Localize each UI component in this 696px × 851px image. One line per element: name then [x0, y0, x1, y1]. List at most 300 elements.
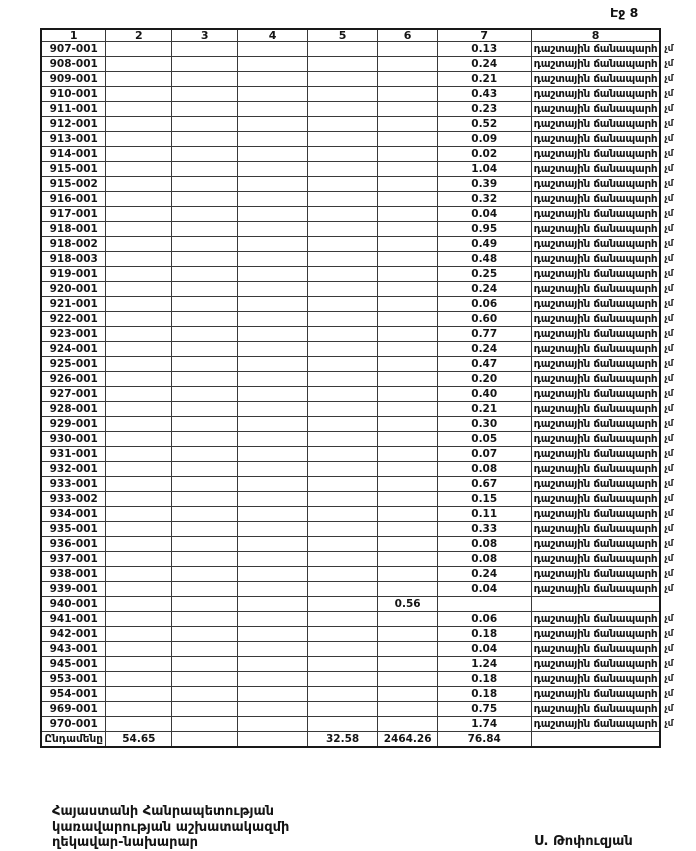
table-row: [41, 132, 695, 147]
land-type-cell: դաշտային ճանապարհ: [531, 42, 660, 57]
value-cell: [378, 657, 437, 672]
area-value-cell: 0.52: [437, 117, 531, 132]
value-cell: [307, 717, 378, 732]
parcel-code-cell: 943-001: [41, 642, 106, 657]
value-cell: [238, 447, 308, 462]
value-cell: [106, 597, 172, 612]
parcel-code-cell: 921-001: [41, 297, 106, 312]
value-cell: [307, 207, 378, 222]
value-cell: [378, 162, 437, 177]
edge-note: չմ: [664, 268, 674, 279]
value-cell: [378, 87, 437, 102]
parcel-code-cell: 938-001: [41, 567, 106, 582]
area-value-cell: 0.15: [437, 492, 531, 507]
value-cell: [238, 327, 308, 342]
value-cell: [172, 447, 238, 462]
edge-note: չմ: [664, 223, 674, 234]
parcel-code-cell: 916-001: [41, 192, 106, 207]
parcel-code-cell: 927-001: [41, 387, 106, 402]
value-cell: [378, 507, 437, 522]
parcel-code-cell: 945-001: [41, 657, 106, 672]
value-cell: [378, 72, 437, 87]
land-type-cell: դաշտային ճանապարհ: [531, 447, 660, 462]
land-type-cell: դաշտային ճանապարհ: [531, 327, 660, 342]
value-cell: [378, 297, 437, 312]
value-cell: [378, 132, 437, 147]
parcel-code-cell: 936-001: [41, 537, 106, 552]
value-cell: [307, 102, 378, 117]
edge-note: չմ: [664, 643, 674, 654]
edge-note: չմ: [664, 718, 674, 729]
parcel-code-cell: 933-002: [41, 492, 106, 507]
value-cell: [378, 702, 437, 717]
value-cell: [172, 492, 238, 507]
value-cell: [238, 132, 308, 147]
table-row: [41, 702, 695, 717]
value-cell: [238, 372, 308, 387]
value-cell: [378, 192, 437, 207]
area-value-cell: 0.18: [437, 627, 531, 642]
area-value-cell: 0.48: [437, 252, 531, 267]
value-cell: [172, 372, 238, 387]
land-type-cell: դաշտային ճանապարհ: [531, 702, 660, 717]
value-cell: [238, 117, 308, 132]
area-value-cell: 0.08: [437, 552, 531, 567]
edge-note: չմ: [664, 553, 674, 564]
land-type-cell: դաշտային ճանապարհ: [531, 627, 660, 642]
footer-block: [52, 804, 289, 851]
table-row: [41, 582, 695, 597]
value-cell: [238, 567, 308, 582]
value-cell: 0.56: [378, 597, 437, 612]
table-row: [41, 492, 695, 507]
area-value-cell: 0.09: [437, 132, 531, 147]
parcel-code-cell: 969-001: [41, 702, 106, 717]
area-value-cell: 0.02: [437, 147, 531, 162]
parcel-code-cell: 937-001: [41, 552, 106, 567]
column-header: 3: [172, 29, 238, 42]
value-cell: [307, 87, 378, 102]
parcel-code-cell: 918-003: [41, 252, 106, 267]
land-type-cell: դաշտային ճանապարհ: [531, 282, 660, 297]
value-cell: [106, 687, 172, 702]
value-cell: [172, 177, 238, 192]
land-type-cell: դաշտային ճանապարհ: [531, 297, 660, 312]
parcel-code-cell: 926-001: [41, 372, 106, 387]
land-type-cell: դաշտային ճանապարհ: [531, 522, 660, 537]
parcel-code-cell: 970-001: [41, 717, 106, 732]
value-cell: [106, 417, 172, 432]
value-cell: [307, 447, 378, 462]
edge-note: չմ: [664, 43, 674, 54]
parcel-code-cell: 914-001: [41, 147, 106, 162]
table-row: [41, 552, 695, 567]
value-cell: [238, 597, 308, 612]
parcel-code-cell: 941-001: [41, 612, 106, 627]
value-cell: [378, 342, 437, 357]
value-cell: [307, 597, 378, 612]
value-cell: [238, 702, 308, 717]
parcel-code-cell: 919-001: [41, 267, 106, 282]
value-cell: [378, 582, 437, 597]
parcel-code-cell: Ընդամենը: [41, 732, 106, 747]
value-cell: [307, 297, 378, 312]
value-cell: [172, 102, 238, 117]
value-cell: [378, 627, 437, 642]
parcel-code-cell: 954-001: [41, 687, 106, 702]
edge-note: չմ: [664, 508, 674, 519]
land-type-cell: դաշտային ճանապարհ: [531, 102, 660, 117]
edge-note: չմ: [664, 238, 674, 249]
value-cell: [307, 687, 378, 702]
table-row: [41, 117, 695, 132]
land-type-cell: դաշտային ճանապարհ: [531, 387, 660, 402]
land-type-cell: դաշտային ճանապարհ: [531, 192, 660, 207]
value-cell: [238, 732, 308, 747]
table-row: [41, 342, 695, 357]
table-row: [41, 87, 695, 102]
value-cell: [238, 432, 308, 447]
signature: Ս. Թոփուզյան: [534, 834, 633, 849]
table-row: [41, 282, 695, 297]
value-cell: [106, 507, 172, 522]
value-cell: [378, 642, 437, 657]
value-cell: [172, 327, 238, 342]
land-type-cell: դաշտային ճանապարհ: [531, 537, 660, 552]
value-cell: [106, 537, 172, 552]
edge-note: չմ: [664, 358, 674, 369]
edge-note: չմ: [664, 583, 674, 594]
value-cell: [307, 657, 378, 672]
value-cell: [378, 612, 437, 627]
value-cell: [238, 222, 308, 237]
table-header-row: [41, 29, 695, 42]
value-cell: [172, 702, 238, 717]
area-value-cell: 0.47: [437, 357, 531, 372]
value-cell: [307, 327, 378, 342]
value-cell: [238, 687, 308, 702]
area-value-cell: 0.77: [437, 327, 531, 342]
table-row: [41, 687, 695, 702]
edge-note: չմ: [664, 373, 674, 384]
value-cell: [307, 57, 378, 72]
land-type-cell: դաշտային ճանապարհ: [531, 372, 660, 387]
area-value-cell: 0.13: [437, 42, 531, 57]
value-cell: [307, 537, 378, 552]
value-cell: [106, 627, 172, 642]
edge-note: չմ: [664, 703, 674, 714]
area-value-cell: 0.95: [437, 222, 531, 237]
table-row: [41, 402, 695, 417]
value-cell: [378, 432, 437, 447]
land-type-cell: դաշտային ճանապարհ: [531, 57, 660, 72]
table-row: [41, 372, 695, 387]
value-cell: [172, 222, 238, 237]
value-cell: [106, 462, 172, 477]
edge-note: չմ: [664, 253, 674, 264]
value-cell: [307, 672, 378, 687]
value-cell: 54.65: [106, 732, 172, 747]
value-cell: [238, 267, 308, 282]
value-cell: [238, 402, 308, 417]
area-value-cell: 0.11: [437, 507, 531, 522]
value-cell: [172, 732, 238, 747]
area-value-cell: 0.49: [437, 237, 531, 252]
land-type-cell: դաշտային ճանապարհ: [531, 72, 660, 87]
value-cell: [172, 267, 238, 282]
area-value-cell: 0.39: [437, 177, 531, 192]
parcel-code-cell: 913-001: [41, 132, 106, 147]
edge-note: չմ: [664, 58, 674, 69]
value-cell: [307, 462, 378, 477]
value-cell: [106, 207, 172, 222]
land-type-cell: դաշտային ճանապարհ: [531, 252, 660, 267]
footer-line: կառավարության աշխատակազմի: [52, 819, 290, 835]
value-cell: [172, 507, 238, 522]
area-value-cell: 0.24: [437, 342, 531, 357]
value-cell: [106, 252, 172, 267]
value-cell: [106, 162, 172, 177]
land-type-cell: դաշտային ճանապարհ: [531, 117, 660, 132]
table-row: [41, 672, 695, 687]
land-type-cell: դաշտային ճանապարհ: [531, 417, 660, 432]
parcel-code-cell: 908-001: [41, 57, 106, 72]
table-row: [41, 102, 695, 117]
land-type-cell: դաշտային ճանապարհ: [531, 687, 660, 702]
value-cell: [307, 372, 378, 387]
footer-line: ղեկավար-նախարար: [52, 835, 199, 850]
edge-note: չմ: [664, 88, 674, 99]
parcel-code-cell: 923-001: [41, 327, 106, 342]
value-cell: [238, 237, 308, 252]
table-row: [41, 162, 695, 177]
column-header: 6: [378, 29, 437, 42]
value-cell: [307, 132, 378, 147]
land-type-cell: դաշտային ճանապարհ: [531, 402, 660, 417]
area-value-cell: 0.08: [437, 462, 531, 477]
total-row: [41, 732, 695, 747]
value-cell: [172, 357, 238, 372]
table-row: [41, 72, 695, 87]
land-type-cell: դաշտային ճանապարհ: [531, 237, 660, 252]
value-cell: [378, 327, 437, 342]
column-header: 1: [41, 29, 106, 42]
edge-note: չմ: [664, 568, 674, 579]
value-cell: [238, 147, 308, 162]
table-row: [41, 447, 695, 462]
value-cell: [307, 117, 378, 132]
value-cell: [378, 417, 437, 432]
area-value-cell: 0.33: [437, 522, 531, 537]
parcel-code-cell: 911-001: [41, 102, 106, 117]
area-value-cell: 0.07: [437, 447, 531, 462]
value-cell: [172, 87, 238, 102]
edge-note: չմ: [664, 403, 674, 414]
value-cell: [238, 312, 308, 327]
value-cell: [238, 57, 308, 72]
value-cell: [106, 477, 172, 492]
value-cell: [106, 642, 172, 657]
value-cell: [238, 507, 308, 522]
area-value-cell: 0.25: [437, 267, 531, 282]
value-cell: [106, 657, 172, 672]
value-cell: [307, 702, 378, 717]
area-value-cell: 0.20: [437, 372, 531, 387]
area-value-cell: 0.21: [437, 72, 531, 87]
value-cell: [378, 177, 437, 192]
value-cell: [106, 147, 172, 162]
area-value-cell: 1.74: [437, 717, 531, 732]
value-cell: [378, 372, 437, 387]
value-cell: [378, 237, 437, 252]
parcel-code-cell: 928-001: [41, 402, 106, 417]
value-cell: [378, 492, 437, 507]
parcel-code-cell: 935-001: [41, 522, 106, 537]
value-cell: [172, 627, 238, 642]
value-cell: [307, 267, 378, 282]
value-cell: [238, 537, 308, 552]
table-row: [41, 432, 695, 447]
value-cell: [307, 432, 378, 447]
value-cell: [106, 432, 172, 447]
value-cell: [106, 357, 172, 372]
parcel-code-cell: 930-001: [41, 432, 106, 447]
value-cell: [106, 42, 172, 57]
land-type-cell: դաշտային ճանապարհ: [531, 657, 660, 672]
column-header: 5: [307, 29, 378, 42]
table-row: [41, 207, 695, 222]
value-cell: [172, 72, 238, 87]
value-cell: [106, 702, 172, 717]
table-row: [41, 627, 695, 642]
value-cell: [172, 552, 238, 567]
parcel-code-cell: 909-001: [41, 72, 106, 87]
table-row: [41, 657, 695, 672]
parcel-code-cell: 953-001: [41, 672, 106, 687]
value-cell: [106, 387, 172, 402]
value-cell: [106, 237, 172, 252]
value-cell: [172, 147, 238, 162]
value-cell: [238, 387, 308, 402]
value-cell: [378, 537, 437, 552]
area-value-cell: 0.30: [437, 417, 531, 432]
area-value-cell: 0.18: [437, 687, 531, 702]
value-cell: [307, 162, 378, 177]
value-cell: [378, 477, 437, 492]
value-cell: [106, 612, 172, 627]
value-cell: [307, 342, 378, 357]
value-cell: [238, 627, 308, 642]
land-type-cell: դաշտային ճանապարհ: [531, 717, 660, 732]
parcel-code-cell: 910-001: [41, 87, 106, 102]
table-row: [41, 612, 695, 627]
land-type-cell: դաշտային ճանապարհ: [531, 147, 660, 162]
area-value-cell: 0.24: [437, 567, 531, 582]
column-header: 4: [238, 29, 308, 42]
edge-note: չմ: [664, 688, 674, 699]
value-cell: [106, 102, 172, 117]
table-row: [41, 147, 695, 162]
land-type-cell: [531, 597, 660, 612]
value-cell: [106, 567, 172, 582]
value-cell: [238, 192, 308, 207]
land-type-cell: դաշտային ճանապարհ: [531, 432, 660, 447]
value-cell: [238, 162, 308, 177]
land-type-cell: դաշտային ճանապարհ: [531, 582, 660, 597]
table-row: [41, 717, 695, 732]
value-cell: [307, 567, 378, 582]
edge-note: [660, 597, 695, 612]
edge-note: չմ: [664, 193, 674, 204]
area-value-cell: 0.24: [437, 282, 531, 297]
land-type-cell: դաշտային ճանապարհ: [531, 342, 660, 357]
land-type-cell: դաշտային ճանապարհ: [531, 552, 660, 567]
value-cell: [106, 552, 172, 567]
table-row: [41, 537, 695, 552]
land-type-cell: դաշտային ճանապարհ: [531, 567, 660, 582]
value-cell: [307, 627, 378, 642]
parcel-code-cell: 942-001: [41, 627, 106, 642]
area-value-cell: 0.08: [437, 537, 531, 552]
value-cell: [172, 117, 238, 132]
value-cell: [172, 477, 238, 492]
value-cell: [172, 462, 238, 477]
value-cell: [378, 57, 437, 72]
area-value-cell: 0.04: [437, 642, 531, 657]
value-cell: [172, 537, 238, 552]
value-cell: [238, 42, 308, 57]
value-cell: [238, 357, 308, 372]
edge-note: չմ: [664, 628, 674, 639]
area-value-cell: 0.21: [437, 402, 531, 417]
value-cell: [307, 237, 378, 252]
value-cell: [172, 207, 238, 222]
value-cell: [307, 192, 378, 207]
value-cell: [106, 402, 172, 417]
land-type-cell: դաշտային ճանապարհ: [531, 267, 660, 282]
table-row: [41, 297, 695, 312]
parcel-code-cell: 915-001: [41, 162, 106, 177]
parcel-code-cell: 924-001: [41, 342, 106, 357]
table-row: [41, 477, 695, 492]
table-row: [41, 462, 695, 477]
edge-note: չմ: [664, 208, 674, 219]
land-type-cell: [531, 732, 660, 747]
area-value-cell: 0.06: [437, 297, 531, 312]
table-row: [41, 267, 695, 282]
parcel-code-cell: 920-001: [41, 282, 106, 297]
edge-note: չմ: [664, 448, 674, 459]
land-type-cell: դաշտային ճանապարհ: [531, 357, 660, 372]
land-type-cell: դաշտային ճանապարհ: [531, 492, 660, 507]
edge-note: չմ: [664, 328, 674, 339]
edge-note: չմ: [664, 388, 674, 399]
parcel-code-cell: 912-001: [41, 117, 106, 132]
value-cell: [378, 552, 437, 567]
value-cell: [238, 417, 308, 432]
parcel-code-cell: 915-002: [41, 177, 106, 192]
value-cell: [106, 447, 172, 462]
table-row: [41, 57, 695, 72]
value-cell: [106, 342, 172, 357]
column-header: 2: [106, 29, 172, 42]
page-number-label: Էջ 8: [610, 5, 639, 20]
table-row: [41, 357, 695, 372]
value-cell: [172, 387, 238, 402]
edge-note: [660, 732, 695, 747]
edge-note: չմ: [664, 463, 674, 474]
footer-line: Հայաստանի Հանրապետության: [52, 804, 275, 819]
